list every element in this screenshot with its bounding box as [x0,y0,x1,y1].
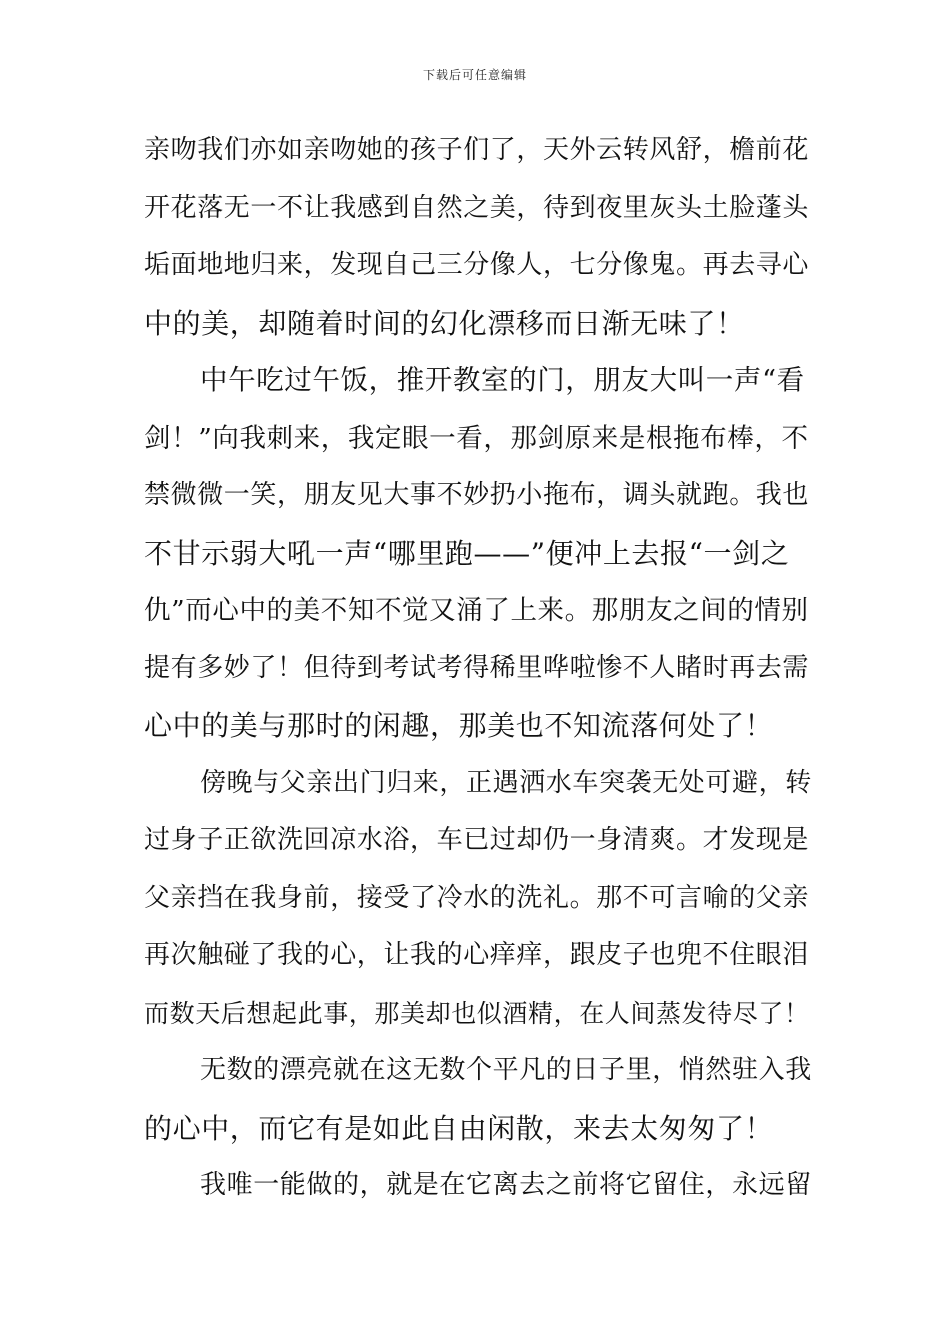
text-line: 再次触碰了我的心，让我的心痒痒，跟皮子也兜不住眼泪 [144,940,810,970]
text-line: 开花落无一不让我感到自然之美，待到夜里灰头土脸蓬头 [144,192,810,223]
text-line: 不甘示弱大吼一声“哪里跑——”便冲上去报“一剑之 [144,536,790,570]
paragraph-first-line: 中午吃过午饭，推开教室的门，朋友大叫一声“看 [200,364,805,396]
text-line: 禁微微一笑，朋友见大事不妙扔小拖布，调头就跑。我也 [144,480,810,510]
text-line: 父亲挡在我身前，接受了冷水的洗礼。那不可言喻的父亲 [144,882,810,913]
text-line: 仇”而心中的美不知不觉又涌了上来。那朋友之间的情别 [144,595,809,626]
text-line: 心中的美与那时的闲趣，那美也不知流落何处了！ [144,709,774,742]
text-line: 中的美，却随着时间的幻化漂移而日渐无味了！ [144,306,745,340]
paragraph-first-line: 无数的漂亮就在这无数个平凡的日子里，悄然驻入我 [200,1055,812,1085]
paragraph-first-line: 我唯一能做的，就是在它离去之前将它留住，永远留 [200,1170,812,1200]
text-line: 提有多妙了！但待到考试考得稀里哗啦惨不人睹时再去需 [144,652,810,683]
text-line: 而数天后想起此事，那美却也似酒精，在人间蒸发待尽了！ [144,998,810,1028]
page-header: 下载后可任意编辑 [422,68,527,82]
text-line: 过身子正欲洗回凉水浴，车已过却仍一身清爽。才发现是 [144,825,810,855]
paragraph-first-line: 傍晚与父亲出门归来，正遇洒水车突袭无处可避，转 [200,767,812,798]
text-line: 剑！”向我刺来，我定眼一看，那剑原来是根拖布棒，不 [144,422,809,454]
body-text [144,122,814,1215]
text-line: 的心中，而它有是如此自由闲散，来去太匆匆了！ [144,1111,774,1145]
text-line: 亲吻我们亦如亲吻她的孩子们了，天外云转风舒，檐前花 [144,135,810,165]
text-line: 垢面地地归来，发现自己三分像人，七分像鬼。再去寻心 [144,250,810,280]
